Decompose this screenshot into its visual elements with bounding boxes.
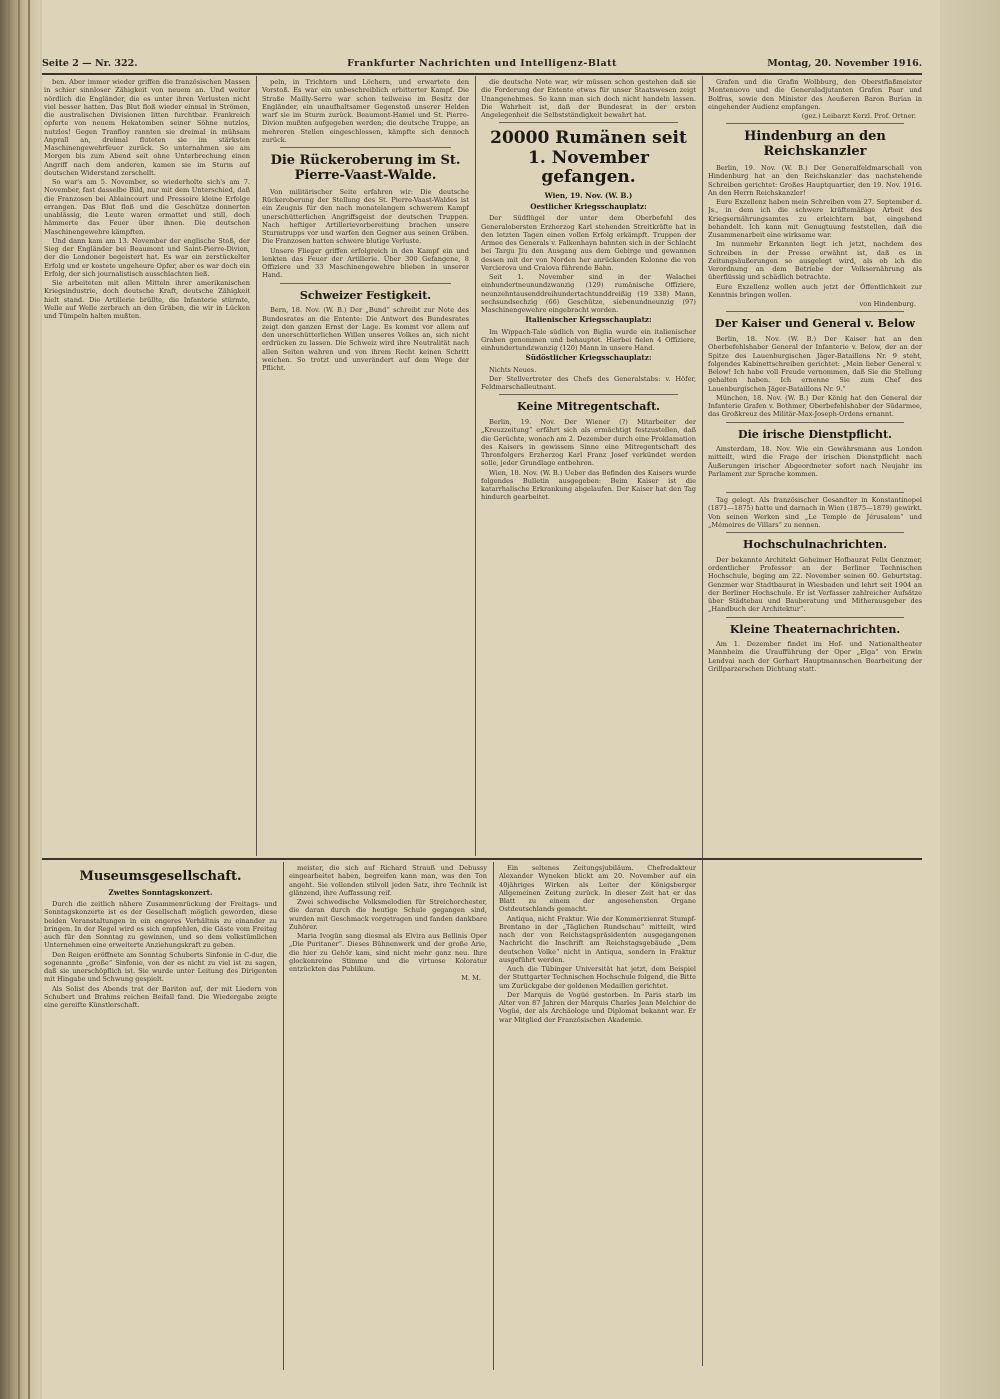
article-paragraph: Den Reigen eröffnete am Sonntag Schuberts Sinfonie in C-dur, die sogenannte „große“ Sinfonie, von der es nicht zu viel ist zu sagen, daß sie unerschöpflich ist. Sie wurde unter Leitung des Dirigenten mit Hingabe und Schwung gespielt. (44, 950, 277, 984)
signature: von Hindenburg. (859, 300, 916, 309)
article-paragraph: Eure Exzellenz wollen auch jetzt der Öffentlichkeit zur Kenntnis bringen wollen. (708, 282, 922, 299)
article-paragraph: Maria Ivogün sang diesmal als Elvira aus Bellinis Oper „Die Puritaner“. Dieses Bühnenwerk und der große Arie, die hier zu Gehör kam, sind nicht mehr ganz neu. Ihre glockenreine Stimme und die virtuose Koloratur entzückten das Publikum. (289, 932, 487, 973)
column-4 (708, 78, 922, 1368)
masthead: Frankfurter Nachrichten und Intelligenz-Blatt (347, 58, 617, 69)
article-paragraph: Und dann kam am 13. November der englische Stoß, der Sieg der Engländer bei Beaumont und Saint-Pierre-Divion, der die Londoner begeistert hat. Es war ein zerstückelter Erfolg und er kostete ungeheure Opfer, aber es war doch ein Erfolg, der sich journalistisch ausschlachten ließ. (44, 236, 250, 278)
article-paragraph: Als Solist des Abends trat der Bariton auf, der mit Liedern von Schubert und Brahms reichen Beifall fand. Die Wiedergabe zeigte eine gereifte Künstlerschaft. (44, 984, 277, 1010)
article-paragraph: Berlin, 19. Nov. Der Wiener (?) Mitarbeiter der „Kreuzzeitung“ erfährt sich als ermächtigt festzustellen, daß die Gerüchte, wonach am 2. Dezember durch eine Proklamation des Kaisers in gewissem Sinne eine Mitregentschaft des Thronfolgers Erzherzog Karl Franz Josef verkündet werden solle, jeder Grundlage entbehren. (481, 418, 696, 468)
subheading: Oestlicher Kriegsschauplatz: (530, 202, 647, 212)
headline-theaternachrichten: Kleine Theaternachrichten. (729, 622, 901, 636)
article-paragraph: Im nunmehr Erkannten liegt ich jetzt, nachdem des Schreiben in der Presse erwähnt ist, daß es in Zeitungsäußerungen so ausgelegt wird, als ob ich die Verordnung an dem Betriebe der Volksernährung als überflüssig und schädlich betrachte. (708, 240, 922, 282)
issue-date: Montag, 20. November 1916. (767, 58, 922, 69)
article-paragraph: Zwei schwedische Volksmelodien für Streichorchester, die daran durch die heutige Schule gegangen sind, wurden mit Geschmack vorgetragen und fanden dankbare Zuhörer. (289, 898, 487, 931)
feuilleton-column-1 (44, 864, 277, 1368)
author-initials: M. M. (461, 974, 481, 983)
page-header (42, 56, 922, 72)
article-paragraph: Der Südflügel der unter dem Oberbefehl des Generalobersten Erzherzog Karl stehenden Streitkräfte hat in den letzten Tagen einen vollen Erfolg erkämpft. Truppen der Armee des Generals v. Falkenhayn bahnten sich in der Schlacht bei Targu Jiu den Ausgang aus dem Gebirge und gewannen dessen mit der von Norden her anrückenden Kolonne die von Vercierova und Craiova führende Bahn. (481, 214, 696, 272)
headline-rumaenen: 20000 Rumänen seit 1. November gefangen. (490, 128, 687, 188)
headline-mitregentschaft: Keine Mitregentschaft. (517, 400, 660, 414)
article-divider (499, 122, 678, 123)
article-divider (499, 394, 678, 395)
article-paragraph: Berlin, 19. Nov. (W. B.) Der Generalfeldmarschall von Hindenburg hat an den Reichskanzler das nachstehende Schreiben gerichtet: Großes Hauptquartier, den 19. Nov. 1916. An den Herrn Reichskanzler! (708, 164, 922, 197)
article-paragraph: meister, die sich auf Richard Strauß und Debussy eingearbeitet haben, begreifen kann man, was den Ton angeht. Sie vollenden stilvoll jeden Satz, ihre Technik ist glänzend, ihre Auffassung reif. (289, 864, 487, 897)
subheading: Zweites Sonntagskonzert. (108, 887, 213, 897)
article-divider (726, 123, 904, 124)
article-paragraph: So war's am 5. November, so wiederholte sich's am 7. November, fast dasselbe Bild, nur mit dem Unterschied, daß die Franzosen bei Ablaincourt und Pressoire kleine Erfolge errangen. Das Blut floß und die Geschütze donnerten unablässig, die Leute waren ermattet und still, doch hämmerte das Feuer über ihnen. Die deutschen Maschinengewehre kämpften. (44, 178, 250, 236)
article-paragraph: Nichts Neues. (489, 365, 537, 374)
headline-schweizer: Schweizer Festigkeit. (299, 288, 432, 302)
article-divider (726, 617, 904, 618)
column-1 (44, 78, 250, 854)
article-paragraph: Im Wippach-Tale südlich von Biglia wurde ein italienischer Graben genommen und behauptet. Hierbei fielen 4 Offiziere, einhundertundzwanzig (120) Mann in unsere Hand. (481, 327, 696, 353)
article-paragraph: Seit 1. November sind in der Walachei einhundertneunundzwanzig (129) rumänische Offiziere, neunzehntausenddreihundertachtunddreißig (19 338) Mann, sechsundsechzig (66) Geschütze, siebenundneunzig (97) Maschinengewehre eingebracht worden. (481, 273, 696, 315)
article-paragraph: Durch die zeitlich nähere Zusammenrückung der Freitags- und Sonntagskonzerte ist es der Gesellschaft möglich geworden, diese beiden Veranstaltungen in ein engeres Verhältnis zu einander zu bringen. In der Regel wird es sich empfehlen, die Gäste vom Freitag auch für den Sonntag zu gewinnen, und so dem volkstümlichen Unternehmen eine erweiterte Anziehungskraft zu geben. (44, 900, 277, 950)
feuilleton-column-3 (499, 864, 696, 1368)
article-divider (726, 532, 904, 533)
article-paragraph: Grafen und die Grafin Wolbburg, den Oberstflaßmeister Montenuovo und die Generaladjutanten Grafen Paar und Bolfras, sowie den Minister des Aeußeren Baron Burian in eingehender Audienz empfangen. (708, 78, 922, 111)
article-paragraph: Ein seltenes Zeitungsjubiläum. Chefredakteur Alexander Wyneken blickt am 20. November auf ein 40jähriges Wirken als Leiter der Königsberger Allgemeinen Zeitung zurück. In dieser Zeit hat er das Blatt zu einem der angesehensten Organe Ostdeutschlands gemacht. (499, 864, 696, 914)
column-rule (256, 76, 257, 856)
article-paragraph: Wien, 18. Nov. (W. B.) Ueber das Befinden des Kaisers wurde folgendes Bulletin ausgegeben: Beim Kaiser ist die katarrhalische Erkrankung abgelaufen. Der Kaiser hat den Tag hindurch gearbeitet. (481, 468, 696, 502)
column-3 (481, 78, 696, 854)
column-rule (283, 862, 284, 1370)
signature: (gez.) Leibarzt Kerzl. Prof. Ortner. (801, 112, 916, 120)
article-paragraph: Tag gelegt. Als französischer Gesandter in Konstantinopel (1871—1875) hatte und darnach in Wien (1875—1879) gewirkt. Von seinen Werken sind „Le Temple de Jérusalem“ und „Mémoires de Villars“ zu nennen. (708, 496, 922, 529)
article-paragraph: Berlin, 18. Nov. (W. B.) Der Kaiser hat an den Oberbefehlshaber General der Infanterie v. Below, der an der Spitze des Lauenburgischen Jäger-Bataillons Nr. 9 steht, folgendes Kabinettschreiben gerichtet: „Mein lieber General v. Below! Ich habe voll Freude vernommen, daß Sie die Stellung gehalten haben. Ich ernenne Sie zum Chef des Lauenburgischen Jäger-Bataillons Nr. 9.“ (708, 335, 922, 393)
article-paragraph: Der bekannte Architekt Geheimer Hofbaurat Felix Genzmer, ordentlicher Professor an der Berliner Technischen Hochschule, beging am 22. November seinen 60. Geburtstag. Genzmer war Stadtbaurat in Wiesbaden und lehrt seit 1904 an der Berliner Hochschule. Er ist Verfasser zahlreicher Aufsätze über Städtebau und Bauberatung und Mitherausgeber des „Handbuch der Architektur“. (708, 555, 922, 614)
article-paragraph: Amsterdam, 18. Nov. Wie ein Gewährsmann aus London mitteilt, wird die Frage der irischen Dienstpflicht nach Äußerungen irischer Abgeordneter sofort nach Neujahr im Parlament zur Sprache kommen. (708, 445, 922, 478)
article-paragraph: peln, in Trichtern und Löchern, und erwartete den Vorstoß. Es war ein unbeschreiblich erbitterter Kampf. Die Straße Mailly-Serre war schon teilweise im Besitz der Engländer, ein unaufhaltsamer Gegenstoß unserer Helden warf sie im Sturm zurück. Beaumont-Hamel und St. Pierre-Divion mußten aufgegeben werden; die deutsche Truppe, an mehreren Stellen eingeschlossen, kämpfte sich dennoch zurück. (262, 78, 469, 144)
dateline: Wien, 19. Nov. (W. B.) (544, 190, 633, 200)
headline-rueckeroberung: Die Rückeroberung im St. Pierre-Vaast-Walde. (270, 153, 461, 183)
binding-edge (18, 0, 20, 1399)
article-paragraph: Der Stellvertreter des Chefs des Generalstabs: v. Höfer, Feldmarschalleutnant. (481, 374, 696, 392)
headline-hochschulnachrichten: Hochschulnachrichten. (743, 538, 887, 552)
page-number: Seite 2 — Nr. 322. (42, 58, 138, 69)
headline-museumsgesellschaft: Museumsgesellschaft. (79, 869, 242, 884)
article-paragraph: Bern, 18. Nov. (W. B.) Der „Bund“ schreibt zur Note des Bundesrates an die Entente: Die Antwort des Bundesrates zeigt den ganzen Ernst der Lage. Es kommt vor allem auf den unerschütterlichen Willen unseres Volkes an, sich nicht erdrücken zu lassen. Die Schweiz wird ihre Neutralität nach allen Seiten wahren und von ihrem Recht keinen Schritt weichen. So trotzt und unverändert auf dem Wege der Pflicht. (262, 306, 469, 373)
subheading: Südöstlicher Kriegsschauplatz: (525, 353, 652, 363)
article-paragraph: Antiqua, nicht Fraktur. Wie der Kommerzienrat Stumpf-Brentano in der „Täglichen Rundschau“ mitteilt, wird nach der von Reichstagspräsidenten ausgegangenen Nachricht die Inschrift am Reichstagsgebäude „Dem deutschen Volke“ nicht in Antiqua, sondern in Fraktur ausgeführt werden. (499, 914, 696, 964)
article-paragraph: ben. Aber immer wieder griffen die französischen Massen in schier sinnloser Zähigkeit von neuem an. Und weiter nördlich die Engländer, die es unter ihren Verlusten nicht viel besser hatten. Das Blut floß wieder einmal in Strömen, die australischen Divisionen litten furchtbar. Frankreich opferte von neuem Hekatomben seiner Söhne nutzlos, nutzlos! Gegen Tranfloy rannten sie dreimal in mühsam Anprall an, dreimal fluteten sie im stärksten Maschinengewehrfeuer zurück. So unternahmen sie am Morgen bis zum Abend seit ohne Unterbrechung einen Angriff nach dem anderen, kamen sie im Sturm auf deutschen Widerstand zerschellt. (44, 78, 250, 177)
header-rule (42, 73, 922, 75)
book-spine-shadow (0, 0, 40, 1399)
article-divider (726, 422, 904, 423)
article-paragraph: München, 18. Nov. (W. B.) Der König hat den General der Infanterie Grafen v. Bothmer, Oberbefehlshaber der Südarmee, das Großkreuz des Militär-Max-Joseph-Ordens ernannt. (708, 393, 922, 419)
binding-edge (8, 0, 10, 1399)
column-rule (493, 862, 494, 1370)
headline-below: Der Kaiser und General v. Below (715, 317, 915, 331)
column-2 (262, 78, 469, 854)
article-divider (726, 492, 904, 493)
article-paragraph: Sie arbeiteten mit allen Mitteln ihrer amerikanischen Kriegsindustrie, doch deutsche Kraft, deutsche Zähigkeit hielt stand. Die Artillerie brüllte, die Infanterie stürmte, Welle auf Welle zerbrach an den Gräben, die wir in Lücken und Tümpeln halten mußten. (44, 279, 250, 320)
article-divider (280, 147, 451, 148)
article-paragraph: Von militärischer Seite erfahren wir: Die deutsche Rückeroberung der Stellung des St. Pierre-Vaast-Waldes ist ein Zeugnis für den nach monatelangem schwerem Kampf unerschütterlichen Angriffsgeist der deutschen Truppen. Nach heftiger Artillerievorbereitung brachen unsere Sturmtrupps vor und warfen den Gegner aus seinen Gräben. Die Franzosen hatten schwere blutige Verluste. (262, 187, 469, 246)
article-paragraph: Am 1. Dezember findet im Hof- und Nationaltheater Mannheim die Uraufführung der Oper „Elga“ von Erwin Lendvai nach der Gerhart Hauptmannschen Bearbeitung der Grillparzerschen Dichtung statt. (708, 640, 922, 673)
feuilleton-column-2 (289, 864, 487, 1368)
binding-edge (28, 0, 30, 1399)
page-margin (940, 0, 1000, 1399)
article-paragraph: die deutsche Note war, wir müssen schon gestehen daß sie die Forderung der Entente etwas für unser Staatswesen zeigt Unangenehmes. So kann man sich doch nicht handeln lassen. Die Wahrheit ist, daß der Bundesrat in der ersten Angelegenheit die Selbstständigkeit bewahrt hat. (481, 78, 696, 119)
subheading: Italienischer Kriegsschauplatz: (525, 315, 652, 325)
article-paragraph: Unsere Flieger griffen erfolgreich in den Kampf ein und lenkten das Feuer der Artillerie. Über 300 Gefangene, 8 Offiziere und 33 Maschinengewehre blieben in unserer Hand. (262, 246, 469, 280)
column-rule (702, 76, 703, 1366)
article-paragraph: Eure Exzellenz haben mein Schreiben vom 27. September d. Js., in dem ich die schwere kräftemäßige Arbeit des Kriegsernährungsamtes zu erleichtern bat, eingehend behandelt. Ich kann mit Genugtuung feststellen, daß die Zusammenarbeit eine wirksame war. (708, 198, 922, 240)
article-paragraph: Der Marquis de Vogüé gestorben. In Paris starb im Alter von 87 Jahren der Marquis Charles Jean Melchior de Vogüé, der als Archäologe und Diplomat bekannt war. Er war Mitglied der Französischen Akademie. (499, 990, 696, 1024)
article-paragraph: Auch die Tübinger Universität hat jetzt, dem Beispiel der Stuttgarter Technischen Hochschule folgend, die Bitte um Zurückgabe der goldenen Medaillen gerichtet. (499, 965, 696, 990)
headline-irische-dienstpflicht: Die irische Dienstpflicht. (738, 427, 892, 441)
headline-hindenburg: Hindenburg an den Reichskanzler (744, 129, 886, 160)
article-divider (280, 283, 451, 284)
article-divider (726, 311, 904, 312)
column-rule (475, 76, 476, 856)
